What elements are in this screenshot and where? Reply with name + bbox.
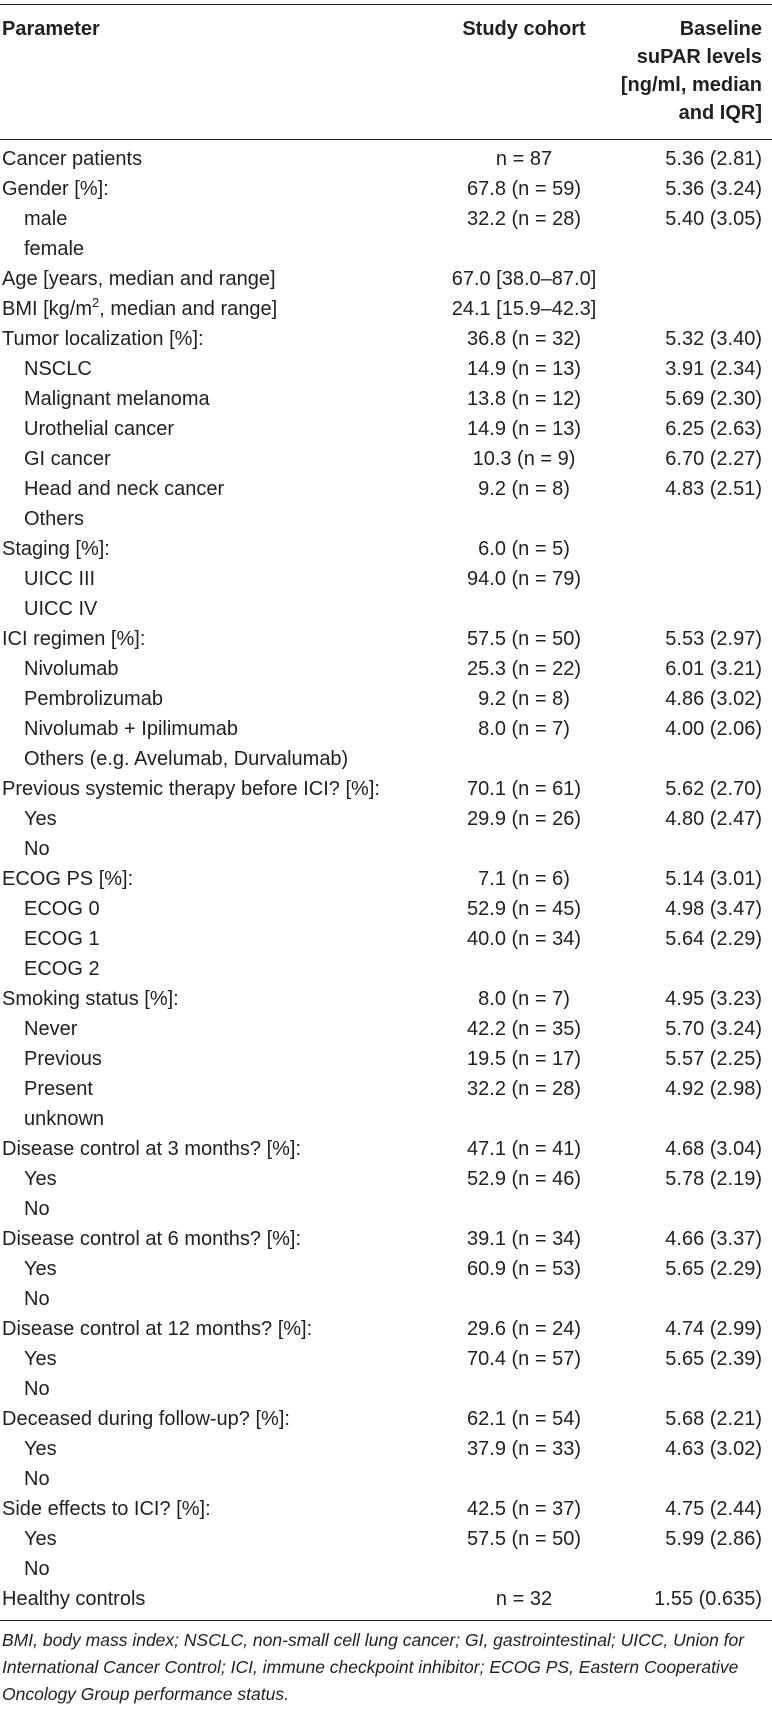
table-row	[0, 1554, 772, 1584]
cell-cohort: 42.5 (n = 37)	[467, 1498, 581, 1520]
cell-supar: 5.64 (2.29)	[665, 928, 762, 950]
cell-parameter: Disease control at 12 months? [%]:	[2, 1318, 313, 1340]
cell-supar: 4.75 (2.44)	[665, 1498, 762, 1520]
cell-parameter: No	[24, 1288, 50, 1310]
cell-cohort: 52.9 (n = 46)	[467, 1168, 581, 1190]
cell-parameter: No	[24, 1198, 50, 1220]
cell-parameter: Never	[24, 1018, 78, 1040]
table-row	[0, 564, 772, 594]
cell-parameter: Head and neck cancer	[24, 478, 225, 500]
cell-parameter: UICC IV	[24, 598, 98, 620]
table-row	[0, 474, 772, 504]
cell-parameter: Deceased during follow-up? [%]:	[2, 1408, 290, 1430]
cell-parameter: Yes	[24, 1528, 57, 1550]
cell-supar: 5.53 (2.97)	[665, 628, 762, 650]
cell-parameter: Smoking status [%]:	[2, 988, 179, 1010]
cell-supar: 4.86 (3.02)	[665, 688, 762, 710]
cell-cohort: 29.9 (n = 26)	[467, 808, 581, 830]
header-baseline-line4: and IQR]	[678, 102, 762, 124]
table-row	[0, 1014, 772, 1044]
cell-supar	[608, 534, 772, 564]
cell-supar: 5.32 (3.40)	[665, 328, 762, 350]
table-row	[0, 1194, 772, 1224]
cell-supar	[608, 264, 772, 294]
cell-supar	[608, 564, 772, 594]
cell-supar: 6.25 (2.63)	[665, 418, 762, 440]
cell-cohort	[420, 1284, 608, 1314]
cell-parameter: Healthy controls	[2, 1588, 146, 1610]
table-row	[0, 534, 772, 564]
table-row	[0, 894, 772, 924]
cell-cohort: 94.0 (n = 79)	[467, 568, 581, 590]
table-row	[0, 384, 772, 414]
cell-cohort: 32.2 (n = 28)	[467, 1078, 581, 1100]
cell-parameter: Urothelial cancer	[24, 418, 175, 440]
cell-cohort: 8.0 (n = 7)	[478, 988, 570, 1010]
table-row	[0, 984, 772, 1014]
table-row	[0, 1104, 772, 1134]
table-row	[0, 1044, 772, 1074]
cell-cohort: 19.5 (n = 17)	[467, 1048, 581, 1070]
cell-cohort: 60.9 (n = 53)	[467, 1258, 581, 1280]
cell-cohort: 37.9 (n = 33)	[467, 1438, 581, 1460]
cell-cohort: 42.2 (n = 35)	[467, 1018, 581, 1040]
cell-supar: 5.78 (2.19)	[665, 1168, 762, 1190]
header-baseline-line1: Baseline	[679, 18, 762, 40]
cell-supar: 4.95 (3.23)	[665, 988, 762, 1010]
table-row	[0, 1344, 772, 1374]
cell-cohort: 52.9 (n = 45)	[467, 898, 581, 920]
cell-supar: 4.68 (3.04)	[665, 1138, 762, 1160]
cell-supar: 3.91 (2.34)	[665, 358, 762, 380]
table-row	[0, 1464, 772, 1494]
cell-cohort: 70.4 (n = 57)	[467, 1348, 581, 1370]
cell-supar: 5.69 (2.30)	[665, 388, 762, 410]
cell-parameter: UICC III	[24, 568, 96, 590]
cell-parameter: unknown	[24, 1108, 105, 1130]
table-row	[0, 1284, 772, 1314]
cell-cohort: 24.1 [15.9–42.3]	[451, 298, 597, 320]
table-row	[0, 1584, 772, 1620]
cell-cohort	[420, 1104, 608, 1134]
table-row	[0, 774, 772, 804]
cell-supar	[608, 504, 772, 534]
cell-parameter: ECOG 2	[24, 958, 100, 980]
cell-cohort: 36.8 (n = 32)	[467, 328, 581, 350]
cell-parameter: Staging [%]:	[2, 538, 110, 560]
cell-parameter: Yes	[24, 1258, 57, 1280]
cell-supar: 6.01 (3.21)	[665, 658, 762, 680]
cell-parameter: Present	[24, 1078, 93, 1100]
cell-cohort: 39.1 (n = 34)	[467, 1228, 581, 1250]
cell-parameter: ECOG 1	[24, 928, 100, 950]
cell-cohort: 57.5 (n = 50)	[467, 1528, 581, 1550]
table-row	[0, 954, 772, 984]
cell-parameter: Previous	[24, 1048, 102, 1070]
cell-cohort: 6.0 (n = 5)	[478, 538, 570, 560]
cell-supar: 5.36 (2.81)	[665, 148, 762, 170]
cell-cohort: n = 87	[495, 148, 553, 170]
characteristics-table	[0, 5, 772, 1620]
table-row	[0, 1314, 772, 1344]
cell-cohort: n = 32	[495, 1588, 553, 1610]
cell-cohort: 14.9 (n = 13)	[467, 418, 581, 440]
cell-parameter: Disease control at 3 months? [%]:	[2, 1138, 302, 1160]
table-row	[0, 684, 772, 714]
table-row	[0, 234, 772, 264]
cell-parameter: No	[24, 838, 50, 860]
cell-parameter: Yes	[24, 1168, 57, 1190]
cell-supar	[608, 594, 772, 624]
cell-supar: 5.99 (2.86)	[665, 1528, 762, 1550]
cell-cohort: 32.2 (n = 28)	[467, 208, 581, 230]
cell-supar	[608, 1104, 772, 1134]
cell-parameter-bmi	[0, 294, 420, 324]
table-row	[0, 1434, 772, 1464]
cell-parameter: ICI regimen [%]:	[2, 628, 146, 650]
cell-supar	[608, 954, 772, 984]
cell-cohort: 8.0 (n = 7)	[478, 718, 570, 740]
table-row	[0, 1224, 772, 1254]
bmi-superscript: 2	[92, 295, 100, 310]
cell-parameter: ECOG PS [%]:	[2, 868, 134, 890]
cell-cohort	[420, 1464, 608, 1494]
cell-cohort: 47.1 (n = 41)	[467, 1138, 581, 1160]
header-parameter: Parameter	[2, 18, 100, 40]
header-baseline-supar	[608, 5, 772, 139]
cell-supar	[608, 1374, 772, 1404]
bmi-label: BMI [kg/m	[2, 298, 93, 320]
cell-cohort: 9.2 (n = 8)	[478, 688, 570, 710]
header-baseline-line3: [ng/ml, median	[620, 74, 762, 96]
cell-parameter: Yes	[24, 808, 57, 830]
cell-parameter: NSCLC	[24, 358, 92, 380]
cell-parameter: No	[24, 1468, 50, 1490]
cell-supar: 5.14 (3.01)	[665, 868, 762, 890]
cell-supar: 5.62 (2.70)	[665, 778, 762, 800]
cell-cohort: 57.5 (n = 50)	[467, 628, 581, 650]
cell-parameter: Disease control at 6 months? [%]:	[2, 1228, 302, 1250]
table-row	[0, 1074, 772, 1104]
table-row	[0, 294, 772, 324]
cell-cohort: 62.1 (n = 54)	[467, 1408, 581, 1430]
table-row	[0, 804, 772, 834]
cell-parameter: Others	[24, 508, 85, 530]
cell-supar: 4.00 (2.06)	[665, 718, 762, 740]
cell-parameter: GI cancer	[24, 448, 111, 470]
cell-cohort: 29.6 (n = 24)	[467, 1318, 581, 1340]
table-row	[0, 324, 772, 354]
cell-cohort: 13.8 (n = 12)	[467, 388, 581, 410]
cell-cohort	[420, 1374, 608, 1404]
table-row	[0, 1524, 772, 1554]
cell-cohort	[420, 744, 608, 774]
cell-parameter: female	[24, 238, 85, 260]
cell-supar: 5.65 (2.39)	[665, 1348, 762, 1370]
cell-cohort: 9.2 (n = 8)	[478, 478, 570, 500]
table-row	[0, 414, 772, 444]
cell-supar: 4.63 (3.02)	[665, 1438, 762, 1460]
cell-cohort	[420, 1554, 608, 1584]
cell-supar: 5.40 (3.05)	[665, 208, 762, 230]
cell-parameter: Nivolumab	[24, 658, 119, 680]
table-row	[0, 264, 772, 294]
cell-supar: 5.70 (3.24)	[665, 1018, 762, 1040]
cell-parameter: Tumor localization [%]:	[2, 328, 204, 350]
cell-parameter: Others (e.g. Avelumab, Durvalumab)	[24, 748, 349, 770]
cell-supar: 4.74 (2.99)	[665, 1318, 762, 1340]
cell-supar: 1.55 (0.635)	[654, 1588, 762, 1610]
table-row	[0, 1164, 772, 1194]
cell-cohort: 40.0 (n = 34)	[467, 928, 581, 950]
cell-cohort	[420, 234, 608, 264]
cell-parameter: male	[24, 208, 68, 230]
cell-parameter: Pembrolizumab	[24, 688, 163, 710]
header-study-cohort: Study cohort	[462, 18, 586, 40]
table-row	[0, 654, 772, 684]
cell-supar	[608, 744, 772, 774]
cell-supar	[608, 234, 772, 264]
table-header	[0, 5, 772, 140]
cell-parameter: Yes	[24, 1438, 57, 1460]
cell-supar: 4.66 (3.37)	[665, 1228, 762, 1250]
cell-cohort: 14.9 (n = 13)	[467, 358, 581, 380]
cell-cohort	[420, 594, 608, 624]
table-row	[0, 834, 772, 864]
cell-supar: 4.98 (3.47)	[665, 898, 762, 920]
cell-parameter: Side effects to ICI? [%]:	[2, 1498, 211, 1520]
table-row	[0, 924, 772, 954]
table-row	[0, 1494, 772, 1524]
table-row	[0, 1254, 772, 1284]
cell-parameter: Nivolumab + Ipilimumab	[24, 718, 238, 740]
cell-parameter: Gender [%]:	[2, 178, 109, 200]
cell-parameter: ECOG 0	[24, 898, 100, 920]
table-row	[0, 1404, 772, 1434]
cell-supar	[608, 294, 772, 324]
cell-cohort	[420, 954, 608, 984]
table-row	[0, 504, 772, 534]
cell-cohort: 70.1 (n = 61)	[467, 778, 581, 800]
cell-cohort: 10.3 (n = 9)	[472, 448, 576, 470]
cell-parameter: No	[24, 1378, 50, 1400]
header-baseline-line2: suPAR levels	[636, 46, 762, 68]
cell-supar: 4.83 (2.51)	[665, 478, 762, 500]
cell-cohort: 67.8 (n = 59)	[467, 178, 581, 200]
cell-supar	[608, 834, 772, 864]
cell-cohort: 67.0 [38.0–87.0]	[451, 268, 597, 290]
cell-cohort	[420, 504, 608, 534]
cell-supar	[608, 1554, 772, 1584]
cell-parameter: Yes	[24, 1348, 57, 1370]
cell-parameter: Previous systemic therapy before ICI? [%]:	[2, 778, 380, 800]
bmi-suffix: , median and range]	[99, 298, 278, 320]
table-row	[0, 354, 772, 384]
table-body	[0, 140, 772, 1620]
table-row	[0, 1374, 772, 1404]
cell-supar	[608, 1464, 772, 1494]
cell-supar: 5.65 (2.29)	[665, 1258, 762, 1280]
cell-cohort	[420, 834, 608, 864]
table-row	[0, 714, 772, 744]
cell-parameter: Age [years, median and range]	[2, 268, 276, 290]
table-row	[0, 864, 772, 894]
table-row	[0, 204, 772, 234]
table-row	[0, 140, 772, 174]
cell-parameter: Malignant melanoma	[24, 388, 210, 410]
cell-cohort: 7.1 (n = 6)	[478, 868, 570, 890]
cell-parameter: No	[24, 1558, 50, 1580]
cell-supar	[608, 1194, 772, 1224]
table-row	[0, 1134, 772, 1164]
cell-cohort: 25.3 (n = 22)	[467, 658, 581, 680]
table-footnote: BMI, body mass index; NSCLC, non-small cell lung cancer; GI, gastrointestinal; UICC, Union for International Cancer Control; ICI, immune checkpoint inhibitor; ECOG PS, Eastern Cooperative Oncology Group performance status.	[2, 1630, 745, 1704]
cell-supar: 4.80 (2.47)	[665, 808, 762, 830]
table-row	[0, 744, 772, 774]
cell-supar: 6.70 (2.27)	[665, 448, 762, 470]
table-row	[0, 594, 772, 624]
cell-cohort	[420, 1194, 608, 1224]
cell-supar: 5.57 (2.25)	[665, 1048, 762, 1070]
table-row	[0, 444, 772, 474]
cell-parameter: Cancer patients	[2, 148, 143, 170]
cell-supar: 5.36 (3.24)	[665, 178, 762, 200]
table-row	[0, 174, 772, 204]
table-row	[0, 624, 772, 654]
cell-supar: 5.68 (2.21)	[665, 1408, 762, 1430]
cell-supar: 4.92 (2.98)	[665, 1078, 762, 1100]
cell-supar	[608, 1284, 772, 1314]
